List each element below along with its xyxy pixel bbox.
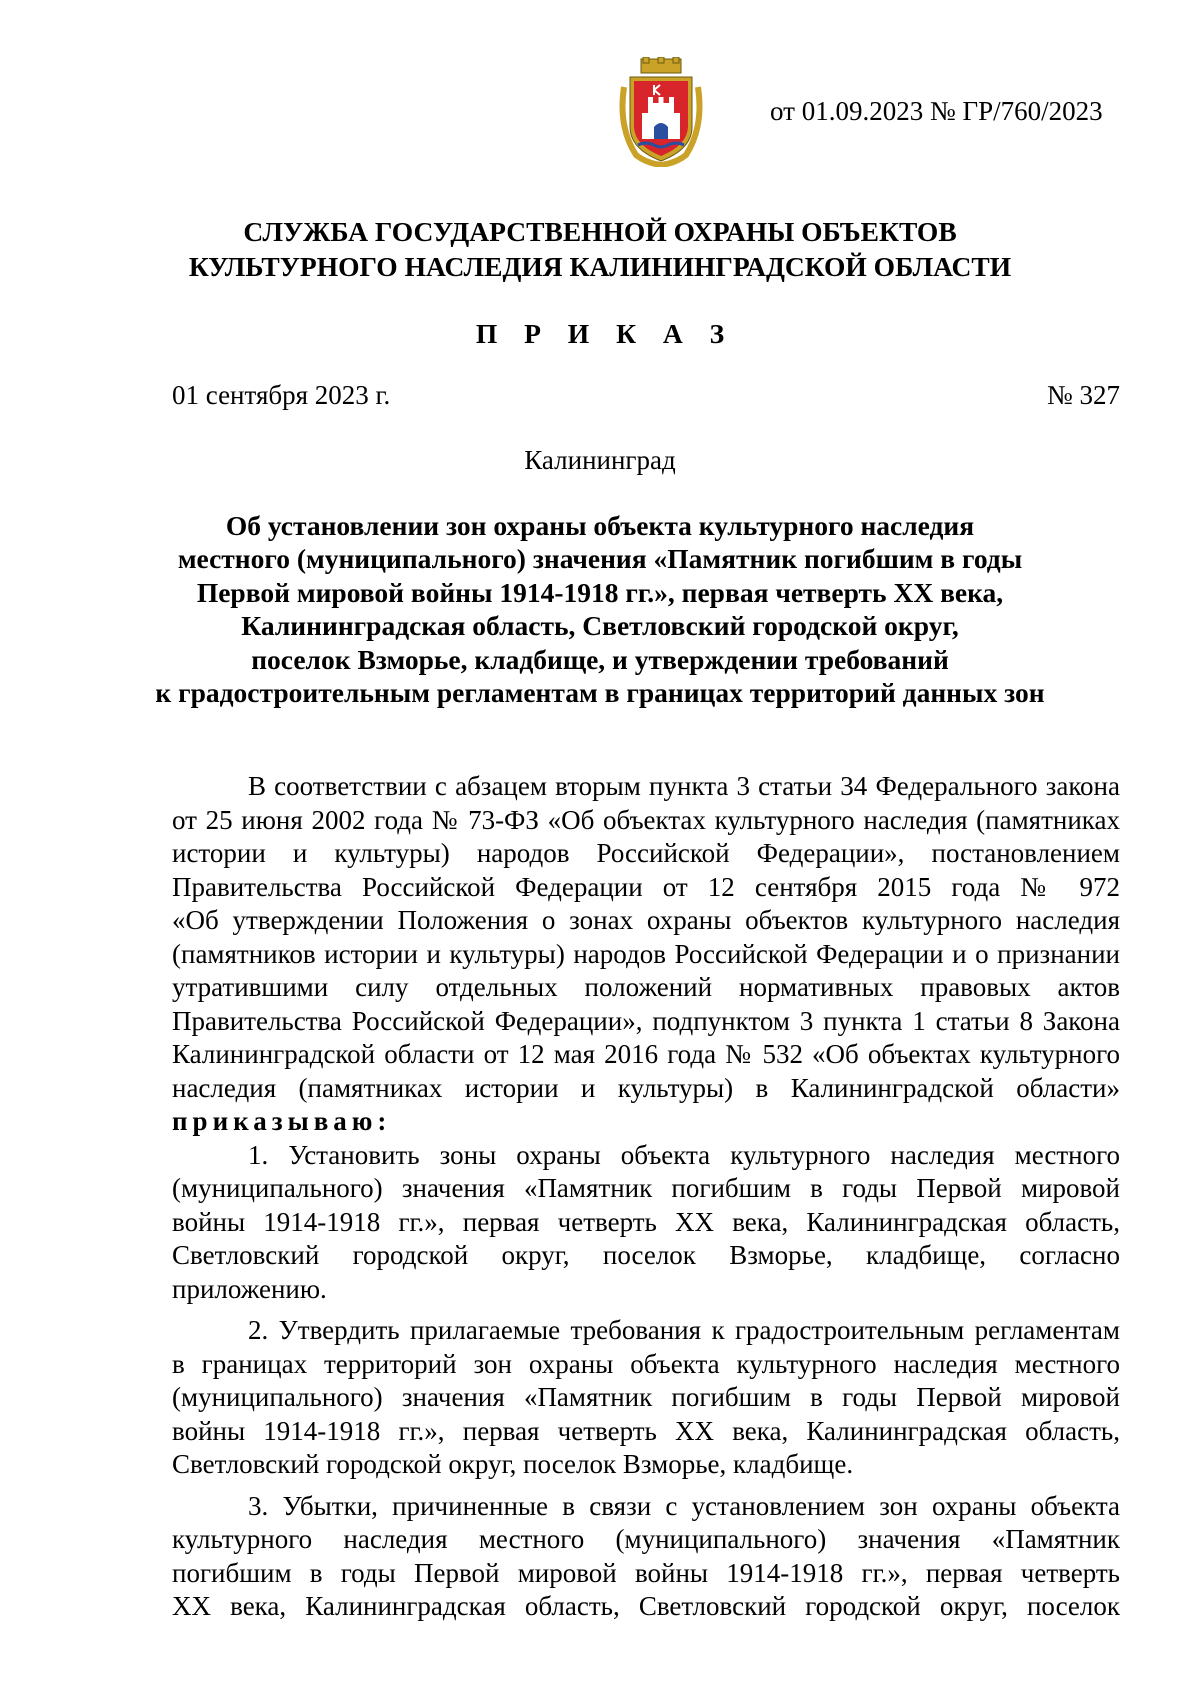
subject-line: к градостроительным регламентам в границах территорий данных зон	[155, 677, 1045, 709]
coat-of-arms-icon	[616, 57, 706, 167]
subject-line: Калининградская область, Светловский городской округ,	[241, 610, 959, 642]
preamble-line: Правительства Российской Федерации», подпунктом 3 пункта 1 статьи 8 Закона	[172, 1005, 1120, 1036]
order-word: приказываю:	[172, 1106, 392, 1136]
subject-line: местного (муниципального) значения «Памятник погибшим в годы	[177, 543, 1023, 575]
item-2-line: 2. Утвердить прилагаемые требования к градостроительным регламентам	[248, 1315, 1120, 1345]
preamble-line: Калининградской области от 12 мая 2016 года № 532 «Об объектах культурного	[172, 1039, 1120, 1069]
agency-name	[0, 214, 1200, 284]
document-body	[172, 770, 1120, 1624]
preamble-line: утратившими силу отдельных положений нормативных правовых актов	[172, 972, 1120, 1002]
preamble-line: истории и культуры) народов Российской Федерации», постановлением	[172, 838, 1120, 868]
document-subject	[0, 509, 1200, 709]
subject-line: Первой мировой войны 1914-1918 гг.», первая четверть XX века,	[196, 576, 1004, 608]
preamble-line: от 25 июня 2002 года № 73-ФЗ «Об объектах культурного наследия (памятниках	[172, 804, 1120, 835]
item-3-line: культурного наследия местного (муниципального) значения «Памятник	[172, 1524, 1120, 1554]
item-1-line: приложению.	[172, 1273, 327, 1304]
item-1-line: 1. Установить зоны охраны объекта культурного наследия местного	[248, 1139, 1120, 1170]
item-1-line: войны 1914-1918 гг.», первая четверть XX века, Калининградская область,	[172, 1206, 1120, 1237]
item-2-line: войны 1914-1918 гг.», первая четверть XX века, Калининградская область,	[172, 1415, 1120, 1446]
item-1-line: (муниципального) значения «Памятник погибшим в годы Первой мировой	[172, 1173, 1120, 1203]
document-date: 01 сентября 2023 г.	[172, 380, 391, 410]
agency-name-line: КУЛЬТУРНОГО НАСЛЕДИЯ КАЛИНИНГРАДСКОЙ ОБЛАСТИ	[188, 251, 1012, 282]
preamble-line: «Об утверждении Положения о зонах охраны объектов культурного наследия	[172, 905, 1120, 935]
document-number: № 327	[1046, 380, 1120, 410]
item-3-line: погибшим в годы Первой мировой войны 1914-1918 гг.», первая четверть	[172, 1557, 1120, 1588]
item-3-line: XX века, Калининградская область, Светловский городской округ, поселок	[172, 1591, 1120, 1621]
preamble-line: (памятников истории и культуры) народов Российской Федерации и о признании	[172, 938, 1120, 969]
registration-number: от 01.09.2023 № ГР/760/2023	[770, 96, 1103, 126]
document-type: П Р И К А З	[475, 318, 735, 349]
preamble-line: Правительства Российской Федерации от 12 сентября 2015 года № 972	[172, 871, 1120, 902]
item-1-line: Светловский городской округ, поселок Взморье, кладбище, согласно	[172, 1240, 1120, 1270]
item-3-line: 3. Убытки, причиненные в связи с установлением зон охраны объекта	[248, 1490, 1120, 1521]
document-city: Калининград	[524, 445, 676, 475]
agency-name-line: СЛУЖБА ГОСУДАРСТВЕННОЙ ОХРАНЫ ОБЪЕКТОВ	[243, 216, 957, 247]
preamble-line: наследия (памятниках истории и культуры) в Калининградской области»	[172, 1072, 1120, 1103]
preamble-line: В соответствии с абзацем вторым пункта 3 статьи 34 Федерального закона	[248, 771, 1120, 801]
subject-line: Об установлении зон охраны объекта культурного наследия	[225, 510, 975, 541]
item-2-line: Светловский городской округ, поселок Взморье, кладбище.	[172, 1449, 854, 1479]
subject-line: поселок Взморье, кладбище, и утверждении требований	[251, 643, 949, 675]
item-2-line: (муниципального) значения «Памятник погибшим в годы Первой мировой	[172, 1382, 1120, 1412]
item-2-line: в границах территорий зон охраны объекта культурного наследия местного	[172, 1348, 1120, 1379]
